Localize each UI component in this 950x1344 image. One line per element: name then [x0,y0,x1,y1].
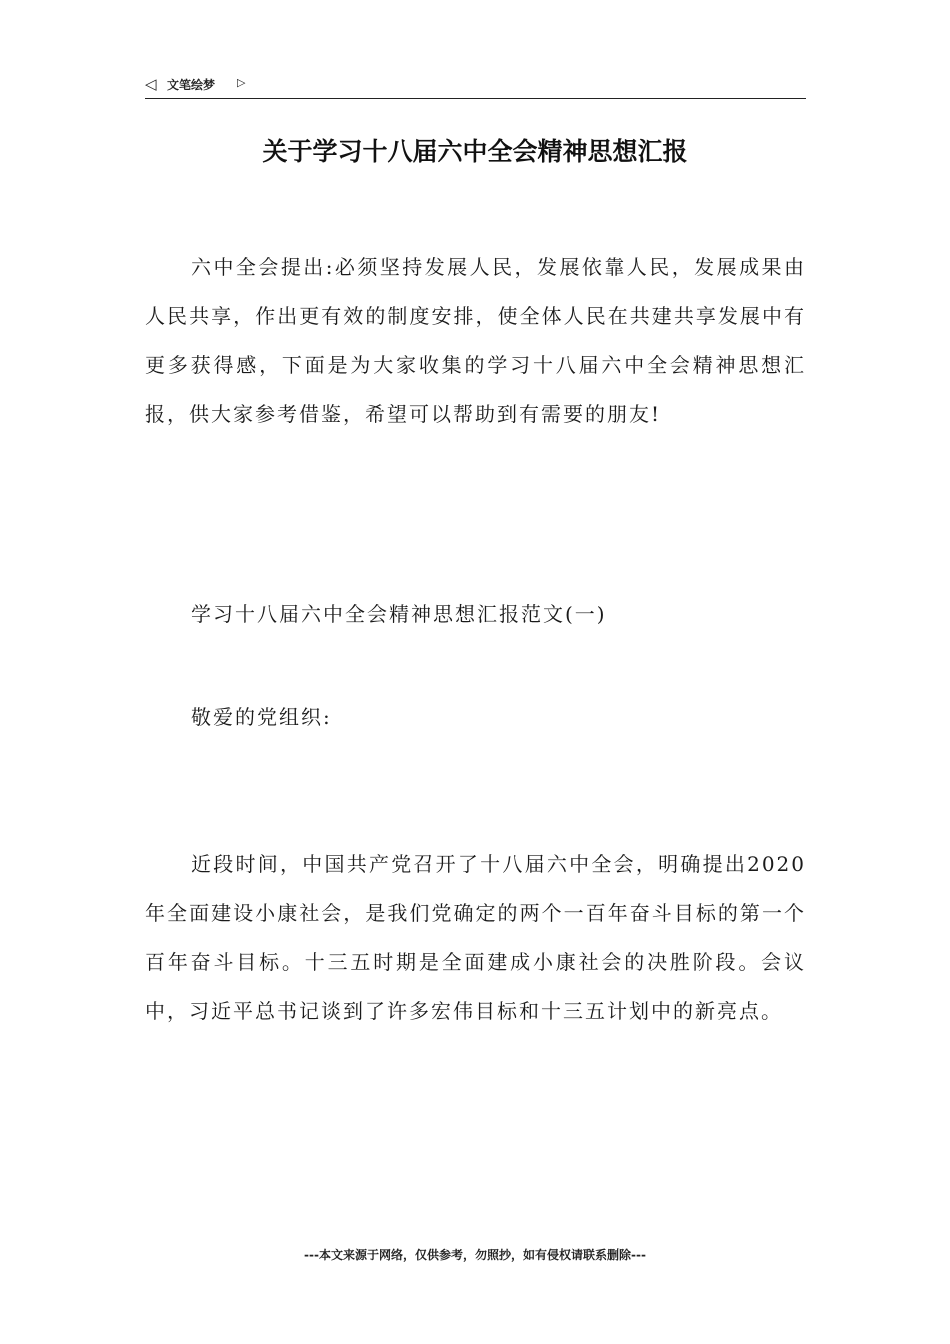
page-header [145,74,806,99]
footer-notice: ---本文来源于网络，仅供参考，勿照抄，如有侵权请联系删除--- [304,1248,646,1262]
body-paragraph: 近段时间，中国共产党召开了十八届六中全会，明确提出2020年全面建设小康社会，是我们党确定的两个一百年奋斗目标的第一个百年奋斗目标。十三五时期是全面建成小康社会的决胜阶段。会议中，习近平总书记谈到了许多宏伟目标和十三五计划中的新亮点。 [145,852,806,1023]
section-heading: 学习十八届六中全会精神思想汇报范文(一) [191,602,607,626]
header-brand: 文笔绘梦 [167,78,216,92]
triangle-left-icon: ◁ [145,75,157,93]
intro-paragraph: 六中全会提出:必须坚持发展人民，发展依靠人民，发展成果由人民共享，作出更有效的制度安排，使全体人民在共建共享发展中有更多获得感，下面是为大家收集的学习十八届六中全会精神思想汇报，供大家参考借鉴，希望可以帮助到有需要的朋友! [145,255,806,426]
document-title: 关于学习十八届六中全会精神思想汇报 [262,137,688,166]
triangle-right-icon: ▷ [237,76,246,89]
salutation: 敬爱的党组织: [191,705,332,729]
